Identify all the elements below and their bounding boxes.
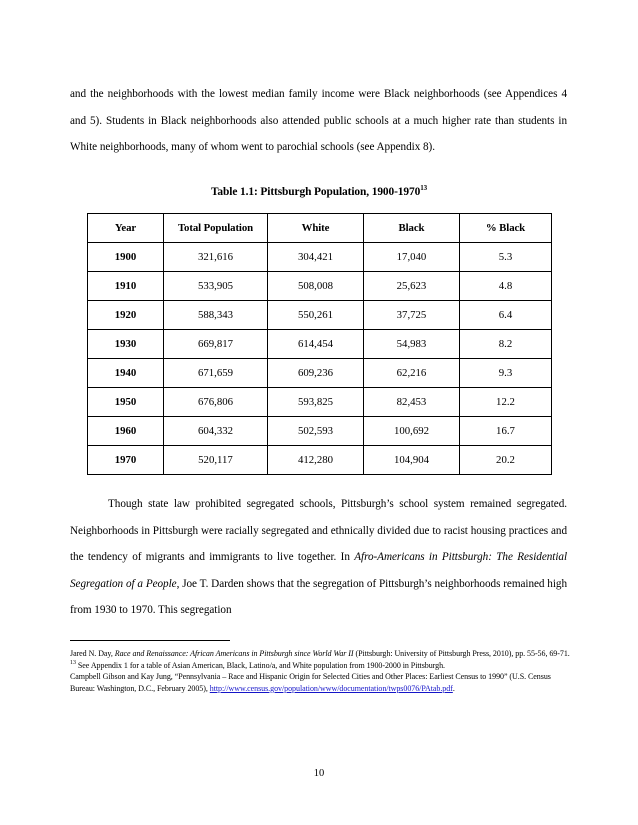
table-row [88,359,552,388]
cell-year: 1970 [88,446,164,475]
cell-percent-black: 8.2 [460,330,552,359]
column-header-year: Year [88,214,164,243]
table-row [88,243,552,272]
paragraph-bottom-tail: , Joe T. Darden shows that the segregation of Pittsburgh’s neighborhoods remained high from 1930 to 1970. This segregation [70,577,567,617]
table-row [88,272,552,301]
cell-black: 100,692 [364,417,460,446]
cell-white: 502,593 [268,417,364,446]
footnote-13-text: See Appendix 1 for a table of Asian American, Black, Latino/a, and White population from 1900-2000 in Pittsburgh. [77,660,446,670]
cell-black: 25,623 [364,272,460,301]
column-header-black: Black [364,214,460,243]
pittsburgh-population-table [87,213,552,475]
book-title-italic: Afro-Americans in Pittsburgh: The Residential Segregation of a People [70,551,568,590]
paragraph-bottom [70,491,567,624]
cell-year: 1910 [88,272,164,301]
cell-white: 304,421 [268,243,364,272]
cell-black: 54,983 [364,330,460,359]
table-row [88,388,552,417]
cell-total-population: 588,343 [164,301,268,330]
cell-total-population: 533,905 [164,272,268,301]
paragraph-top-text: and the neighborhoods with the lowest median family income were Black neighborhoods (see Appendices 4 and 5). Students in Black neighborhoods also attended public schools at a much higher rate than students in White neighborhoods, many of whom went to parochial schools (see Appendix 8). [70,88,567,154]
table-row [88,330,552,359]
cell-year: 1960 [88,417,164,446]
footnote-url-trailing: . [452,683,455,693]
cell-year: 1930 [88,330,164,359]
cell-white: 609,236 [268,359,364,388]
footnote-day-title: Race and Renaissance: African Americans in Pittsburgh since World War II [114,649,354,658]
page-number: 10 [313,768,325,779]
cell-white: 614,454 [268,330,364,359]
paragraph-top [70,81,567,161]
cell-black: 17,040 [364,243,460,272]
cell-black: 62,216 [364,359,460,388]
footnote-day-author: Jared N. Day, [70,649,115,658]
column-header-percent-black: % Black [460,214,552,243]
footnote-separator-rule [70,640,230,641]
column-header-total-population: Total Population [164,214,268,243]
cell-total-population: 520,117 [164,446,268,475]
table-row [88,446,552,475]
cell-year: 1920 [88,301,164,330]
cell-percent-black: 6.4 [460,301,552,330]
cell-year: 1900 [88,243,164,272]
cell-total-population: 676,806 [164,388,268,417]
footnote-13-marker: 13 [70,659,76,666]
cell-total-population: 321,616 [164,243,268,272]
cell-percent-black: 20.2 [460,446,552,475]
table-row [88,301,552,330]
cell-white: 550,261 [268,301,364,330]
cell-percent-black: 9.3 [460,359,552,388]
table-caption-footnote-marker: 13 [420,184,427,193]
cell-black: 37,725 [364,301,460,330]
cell-white: 412,280 [268,446,364,475]
footnote-area [70,640,570,694]
cell-year: 1950 [88,388,164,417]
table-header-row [88,214,552,243]
cell-total-population: 604,332 [164,417,268,446]
cell-white: 508,008 [268,272,364,301]
cell-total-population: 671,659 [164,359,268,388]
cell-percent-black: 12.2 [460,388,552,417]
footnote-gibson-jung-text: Campbell Gibson and Kay Jung, “Pennsylvania – Race and Hispanic Origin for Selected Cities and Other Places: Earliest Census to 1990” (U.S. Census Bureau: Washington, D.C., February 2005), [70,672,551,693]
cell-percent-black: 4.8 [460,272,552,301]
table-caption-text: Table 1.1: Pittsburgh Population, 1900-1970 [210,186,421,198]
table-caption [0,186,638,198]
footnote-day-rest: (Pittsburgh: University of Pittsburgh Press, 2010), pp. 55-56, 69-71. [353,649,570,658]
column-header-white: White [268,214,364,243]
cell-black: 82,453 [364,388,460,417]
footnote-day [70,648,570,660]
cell-white: 593,825 [268,388,364,417]
footnote-13 [70,660,570,672]
cell-year: 1940 [88,359,164,388]
cell-percent-black: 5.3 [460,243,552,272]
cell-black: 104,904 [364,446,460,475]
census-url-link[interactable]: http://www.census.gov/population/www/documentation/twps0076/PAtab.pdf [209,683,453,693]
footnote-gibson-jung [70,671,570,694]
cell-percent-black: 16.7 [460,417,552,446]
table-row [88,417,552,446]
paragraph-bottom-lead: Though state law prohibited segregated schools, Pittsburgh’s school system remained segregated. Neighborhoods in Pittsburgh were racially segregated and ethnically divided due to racist housing practices and the tendency of migrants and immigrants to live together. In [70,498,567,564]
cell-total-population: 669,817 [164,330,268,359]
